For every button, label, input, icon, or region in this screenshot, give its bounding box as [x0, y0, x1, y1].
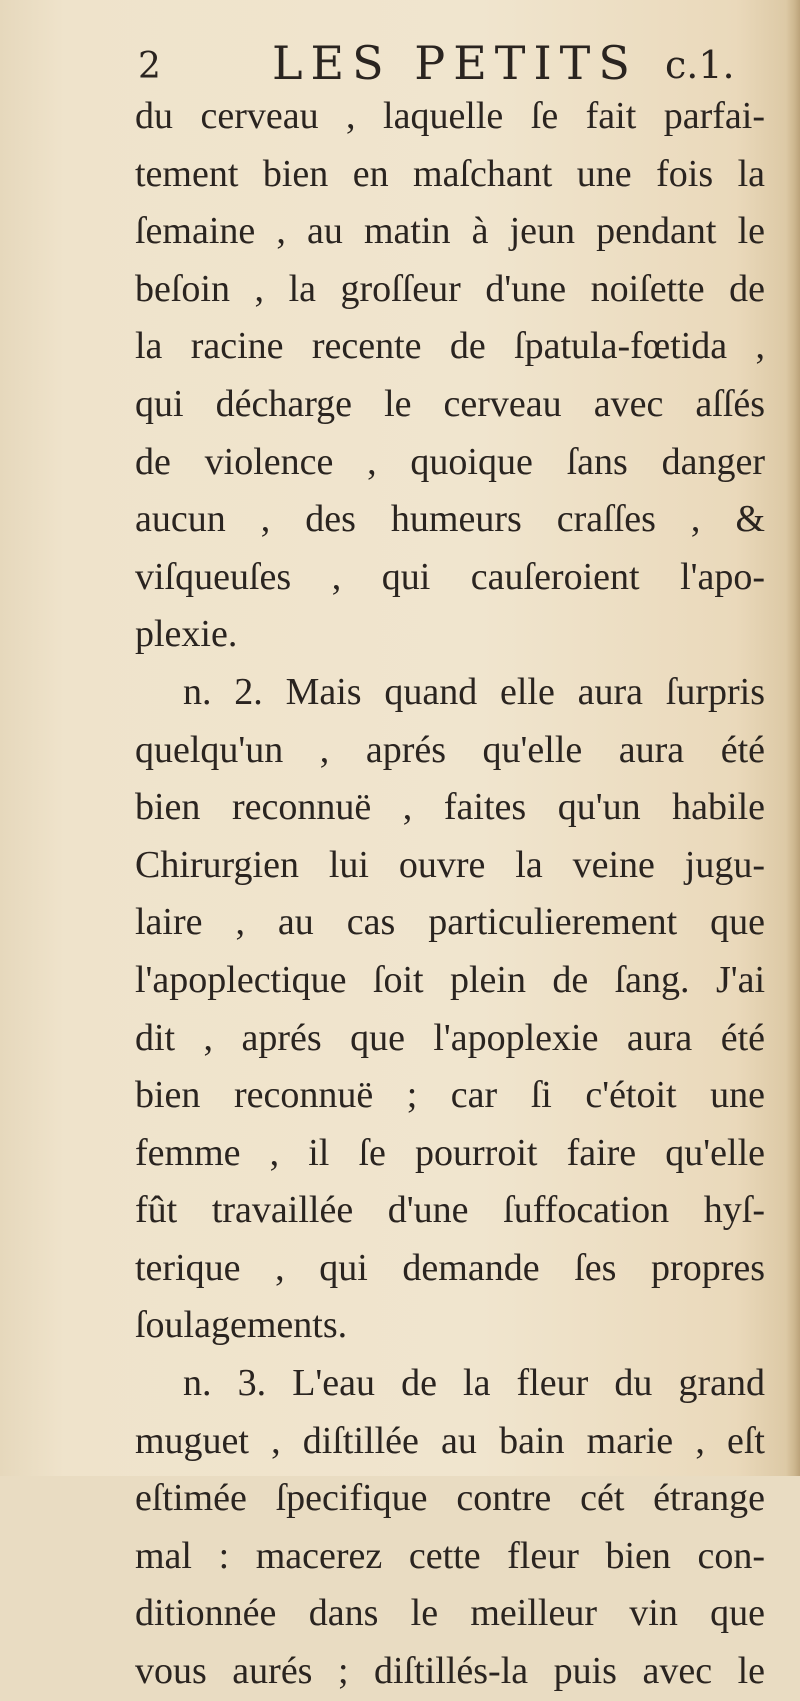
text-line: muguet , diſtillée au bain marie , eſt: [135, 1419, 765, 1462]
page-number: 2: [138, 46, 161, 87]
body-text: [135, 88, 765, 1701]
text-line: mal : macerez cette fleur bien con-: [135, 1534, 765, 1577]
text-line: ditionnée dans le meilleur vin que: [135, 1592, 765, 1635]
text-line: la racine recente de ſpatula-fœtida ,: [135, 325, 765, 368]
text-line: tement bien en maſchant une fois la: [135, 152, 765, 195]
text-line: Chirurgien lui ouvre la veine jugu-: [135, 843, 765, 886]
chapter-marker: c.1.: [665, 43, 735, 87]
text-line: de violence , quoique ſans danger: [135, 440, 765, 483]
text-line: viſqueuſes , qui cauſeroient l'apo-: [135, 555, 765, 598]
text-line: du cerveau , laquelle ſe fait parfai-: [135, 95, 765, 137]
text-line: eſtimée ſpecifique contre cét étrange: [135, 1477, 765, 1520]
text-line: bien reconnuë , faites qu'un habile: [135, 786, 765, 829]
text-line: plexie.: [135, 613, 238, 656]
text-line: beſoin , la groſſeur d'une noiſette de: [135, 267, 765, 310]
text-line: vous aurés ; diſtillés-la puis avec le: [135, 1650, 765, 1693]
text-line: n. 3. L'eau de la fleur du grand: [183, 1362, 765, 1405]
running-title: LES PETITS: [272, 36, 638, 90]
text-line: bien reconnuë ; car ſi c'étoit une: [135, 1074, 765, 1117]
text-line: qui décharge le cerveau avec aſſés: [135, 382, 765, 425]
text-line: l'apoplectique ſoit plein de ſang. J'ai: [135, 958, 765, 1001]
page-edge-shadow: [786, 0, 800, 1476]
text-line: n. 2. Mais quand elle aura ſurpris: [183, 670, 765, 713]
running-header: [130, 38, 770, 88]
text-line: dit , aprés que l'apoplexie aura été: [135, 1016, 765, 1059]
text-line: femme , il ſe pourroit faire qu'elle: [135, 1131, 765, 1174]
text-line: laire , au cas particulierement que: [135, 901, 765, 944]
text-line: ſoulagements.: [135, 1304, 348, 1347]
text-line: terique , qui demande ſes propres: [135, 1246, 765, 1289]
text-line: fût travaillée d'une ſuffocation hyſ-: [135, 1189, 765, 1232]
text-line: quelqu'un , aprés qu'elle aura été: [135, 728, 765, 771]
text-line: ſemaine , au matin à jeun pendant le: [135, 210, 765, 253]
text-line: aucun , des humeurs craſſes , &: [135, 498, 765, 541]
